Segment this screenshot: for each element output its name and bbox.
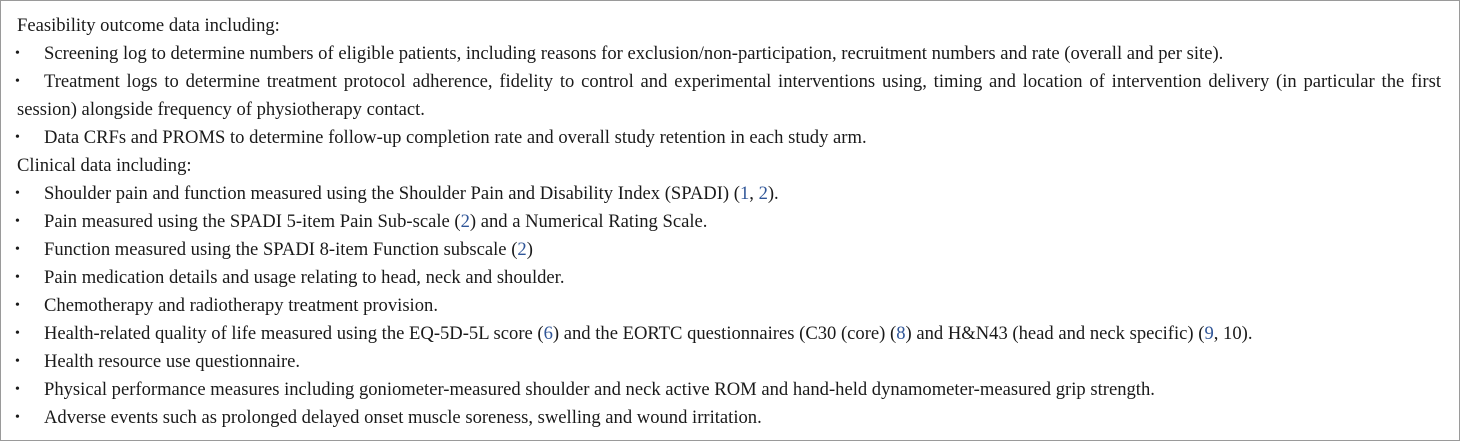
list-item-text: Treatment logs to determine treatment protocol adherence, fidelity to control and experimental interventions using, timing and location of intervention delivery (in particular the first session) alongside frequency of physiotherapy contact.: [17, 71, 1441, 120]
list-item: [17, 208, 1441, 236]
list-item-text: Shoulder pain and function measured using the Shoulder Pain and Disability Index (SPADI) (1, 2).: [44, 183, 779, 204]
bullet-icon: •: [15, 326, 20, 341]
reference-link[interactable]: 8: [896, 323, 906, 344]
bullet-icon: •: [15, 382, 20, 397]
list-item-text: Function measured using the SPADI 8-item Function subscale (2): [44, 239, 533, 260]
reference-link[interactable]: 6: [543, 323, 553, 344]
reference-link[interactable]: 2: [460, 211, 470, 232]
reference-link[interactable]: 1: [739, 183, 750, 204]
list-item: [17, 180, 1441, 208]
list-item: [17, 376, 1441, 404]
list-item-text: Adverse events such as prolonged delayed onset muscle soreness, swelling and wound irritation.: [44, 407, 762, 428]
section-heading-feasibility: Feasibility outcome data including:: [17, 15, 280, 36]
outcome-measures-content: [17, 12, 1441, 432]
bullet-icon: •: [15, 214, 20, 229]
list-item: [17, 40, 1441, 68]
list-item: [17, 124, 1441, 152]
list-item-text: Health-related quality of life measured using the EQ-5D-5L score (6) and the EORTC questionnaires (C30 (core) (8) and H&N43 (head and neck specific) (9, 10).: [44, 323, 1253, 344]
list-item-text: Pain medication details and usage relating to head, neck and shoulder.: [44, 267, 565, 288]
list-item: [17, 348, 1441, 376]
bullet-icon: •: [15, 298, 20, 313]
bullet-icon: •: [15, 186, 20, 201]
section-heading-clinical: Clinical data including:: [17, 155, 192, 176]
reference-link[interactable]: 2: [758, 183, 768, 204]
list-item-text: Screening log to determine numbers of eligible patients, including reasons for exclusion/non-participation, recruitment numbers and rate (overall and per site).: [44, 43, 1224, 64]
bullet-icon: •: [15, 410, 20, 425]
bullet-icon: •: [15, 130, 20, 145]
reference-link[interactable]: 9: [1204, 323, 1214, 344]
list-item: [17, 292, 1441, 320]
list-item: [17, 264, 1441, 292]
bullet-icon: •: [15, 74, 20, 89]
list-item: [17, 320, 1441, 348]
list-item: [17, 236, 1441, 264]
reference-link[interactable]: 2: [517, 239, 527, 260]
bullet-icon: •: [15, 46, 20, 61]
list-item-text: Pain measured using the SPADI 5-item Pain Sub-scale (2) and a Numerical Rating Scale.: [44, 211, 708, 232]
list-item-text: Health resource use questionnaire.: [44, 351, 301, 372]
bullet-icon: •: [15, 270, 20, 285]
list-item-text: Physical performance measures including goniometer-measured shoulder and neck active ROM and hand-held dynamometer-measured grip strength.: [44, 379, 1155, 400]
list-item-text: Data CRFs and PROMS to determine follow-up completion rate and overall study retention in each study arm.: [44, 127, 867, 148]
list-item: [17, 68, 1441, 124]
list-item-text: Chemotherapy and radiotherapy treatment provision.: [44, 295, 438, 316]
list-item: [17, 404, 1441, 432]
bullet-icon: •: [15, 354, 20, 369]
bullet-icon: •: [15, 242, 20, 257]
